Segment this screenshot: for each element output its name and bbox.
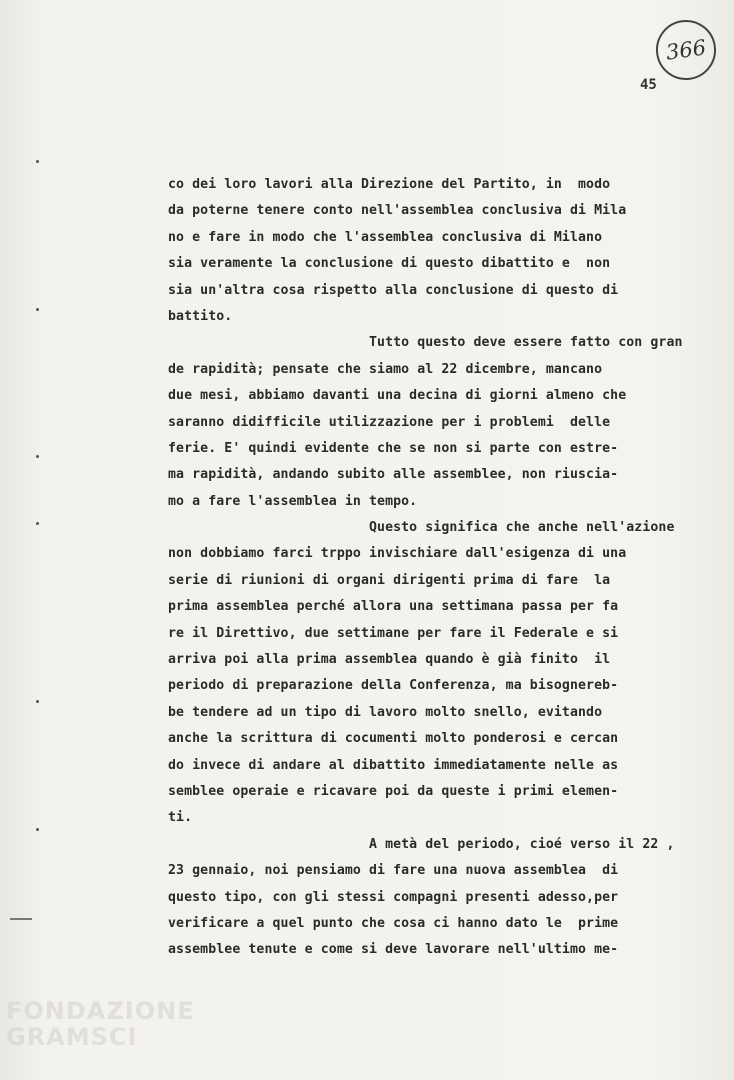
text-line: mo a fare l'assemblea in tempo.: [168, 493, 418, 509]
text-line: assemblee tenute e come si deve lavorare nell'ultimo me-: [168, 942, 619, 958]
text-line: sia un'altra cosa rispetto alla conclusione di questo di: [168, 282, 619, 298]
margin-dash-mark: [10, 918, 32, 920]
text-line: A metà del periodo, cioé verso il 22 ,: [168, 836, 675, 852]
text-line: battito.: [168, 308, 233, 324]
text-line: saranno didifficile utilizzazione per i problemi delle: [168, 414, 611, 430]
text-line: non dobbiamo farci trppo invischiare dall'esigenza di una: [168, 546, 627, 562]
text-line: sia veramente la conclusione di questo dibattito e non: [168, 256, 611, 272]
watermark-line: FONDAZIONE: [6, 997, 195, 1025]
text-line: do invece di andare al dibattito immediatamente nelle as: [168, 757, 619, 773]
margin-hole-mark: [36, 160, 39, 163]
text-line: verificare a quel punto che cosa ci hanno dato le prime: [168, 915, 619, 931]
text-line: arriva poi alla prima assemblea quando è già finito il: [168, 652, 611, 668]
text-line: no e fare in modo che l'assemblea conclusiva di Milano: [168, 229, 603, 245]
margin-hole-mark: [36, 522, 39, 525]
text-line: serie di riunioni di organi dirigenti prima di fare la: [168, 572, 611, 588]
text-line: due mesi, abbiamo davanti una decina di giorni almeno che: [168, 388, 627, 404]
text-line: periodo di preparazione della Conferenza, ma bisognereb-: [168, 678, 619, 694]
text-line: 23 gennaio, noi pensiamo di fare una nuova assemblea di: [168, 863, 619, 879]
margin-hole-mark: [36, 455, 39, 458]
archive-watermark: [6, 998, 195, 1050]
text-line: co dei loro lavori alla Direzione del Partito, in modo: [168, 177, 611, 192]
text-line: Questo significa che anche nell'azione: [168, 520, 675, 536]
text-line: ti.: [168, 810, 193, 826]
archive-stamp-number: 366: [664, 35, 708, 65]
margin-hole-mark: [36, 308, 39, 311]
text-line: semblee operaie e ricavare poi da queste i primi elemen-: [168, 783, 619, 799]
watermark-line: GRAMSCI: [6, 1023, 138, 1051]
text-line: questo tipo, con gli stessi compagni presenti adesso,per: [168, 889, 619, 905]
text-line: be tendere ad un tipo di lavoro molto snello, evitando: [168, 704, 603, 720]
archive-stamp: [652, 16, 720, 84]
text-line: ma rapidità, andando subito alle assemblee, non riuscia-: [168, 467, 619, 483]
text-line: prima assemblea perché allora una settimana passa per fa: [168, 599, 619, 615]
typewritten-body: [168, 172, 688, 964]
margin-hole-mark: [36, 828, 39, 831]
page-number: 45: [640, 77, 657, 93]
text-line: Tutto questo deve essere fatto con gran: [168, 335, 683, 351]
text-line: re il Direttivo, due settimane per fare il Federale e si: [168, 625, 619, 641]
text-line: de rapidità; pensate che siamo al 22 dicembre, mancano: [168, 361, 603, 377]
text-line: ferie. E' quindi evidente che se non si parte con estre-: [168, 440, 619, 456]
text-line: anche la scrittura di cocumenti molto ponderosi e cercan: [168, 731, 619, 747]
margin-hole-mark: [36, 700, 39, 703]
text-line: da poterne tenere conto nell'assemblea conclusiva di Mila: [168, 203, 627, 219]
